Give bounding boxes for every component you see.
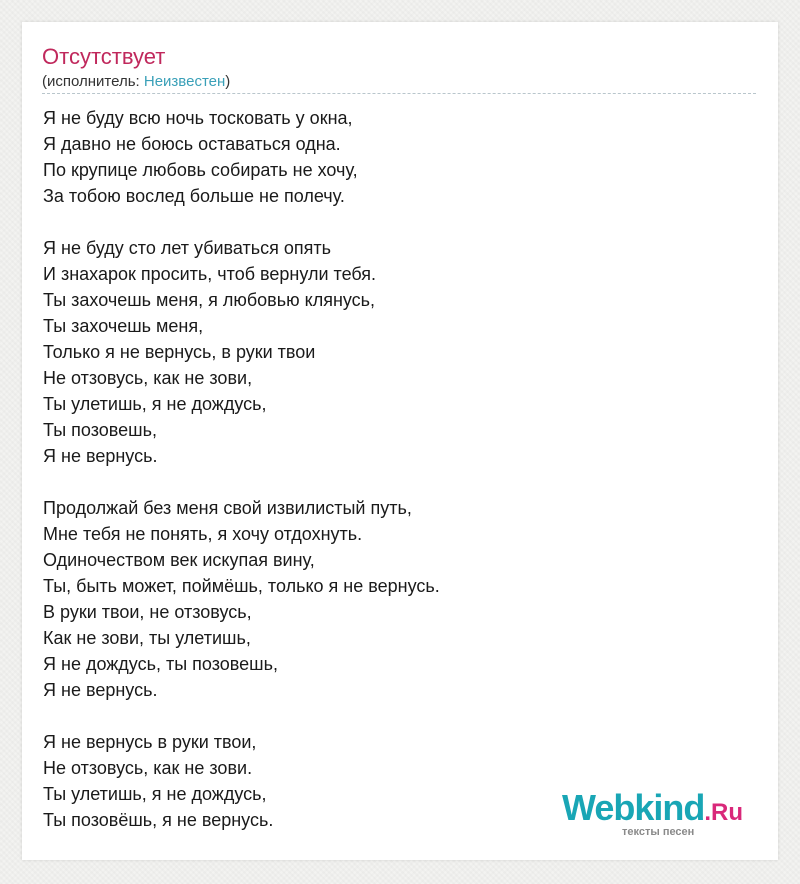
lyric-line: Ты позовешь,: [43, 420, 157, 440]
stanza: [43, 729, 440, 833]
byline-prefix: (исполнитель:: [42, 73, 144, 90]
lyric-line: Я не буду всю ночь тосковать у окна,: [43, 108, 353, 128]
lyric-line: Я не буду сто лет убиваться опять: [43, 238, 332, 258]
lyric-line: Ты захочешь меня, я любовью клянусь,: [43, 290, 376, 310]
lyrics-card: [22, 22, 778, 860]
stanza: [43, 495, 440, 703]
lyric-line: Только я не вернусь, в руки твои: [43, 342, 316, 362]
lyric-line: Ты, быть может, поймёшь, только я не вернусь.: [43, 576, 440, 596]
lyric-line: Как не зови, ты улетишь,: [43, 628, 251, 648]
song-title: Отсутствует: [42, 44, 166, 69]
logo-tld: .Ru: [704, 799, 744, 826]
logo-tagline: тексты песен: [622, 826, 695, 838]
lyric-line: Не отзовусь, как не зови,: [43, 368, 253, 388]
header-divider: [42, 93, 756, 94]
stanza: [43, 235, 440, 469]
lyric-line: И знахарок просить, чтоб вернули тебя.: [43, 264, 377, 284]
artist-byline: [42, 73, 230, 91]
artist-link[interactable]: Неизвестен: [143, 73, 226, 90]
site-logo[interactable]: [562, 787, 744, 831]
lyric-line: Мне тебя не понять, я хочу отдохнуть.: [43, 524, 363, 544]
lyric-line: Продолжай без меня свой извилистый путь,: [43, 498, 412, 518]
lyric-line: Я не вернусь в руки твои,: [43, 732, 257, 752]
stanza: [43, 105, 440, 209]
byline-suffix: ): [225, 73, 231, 90]
lyric-line: Ты улетишь, я не дождусь,: [43, 784, 267, 804]
lyric-line: Я не вернусь.: [43, 446, 158, 466]
lyric-line: Ты захочешь меня,: [43, 316, 204, 336]
lyric-line: Я не дождусь, ты позовешь,: [43, 654, 278, 674]
lyric-line: Ты позовёшь, я не вернусь.: [43, 810, 274, 830]
lyric-line: Одиночеством век искупая вину,: [43, 550, 315, 570]
lyric-line: Не отзовусь, как не зови.: [43, 758, 253, 778]
lyrics-text: [43, 105, 440, 859]
logo-brand: Webkind: [562, 787, 705, 828]
lyric-line: В руки твои, не отзовусь,: [43, 602, 252, 622]
lyric-line: Я давно не боюсь оставаться одна.: [43, 134, 341, 154]
lyric-line: За тобою вослед больше не полечу.: [43, 186, 345, 206]
lyric-line: По крупице любовь собирать не хочу,: [43, 160, 358, 180]
lyric-line: Я не вернусь.: [43, 680, 158, 700]
lyric-line: Ты улетишь, я не дождусь,: [43, 394, 267, 414]
